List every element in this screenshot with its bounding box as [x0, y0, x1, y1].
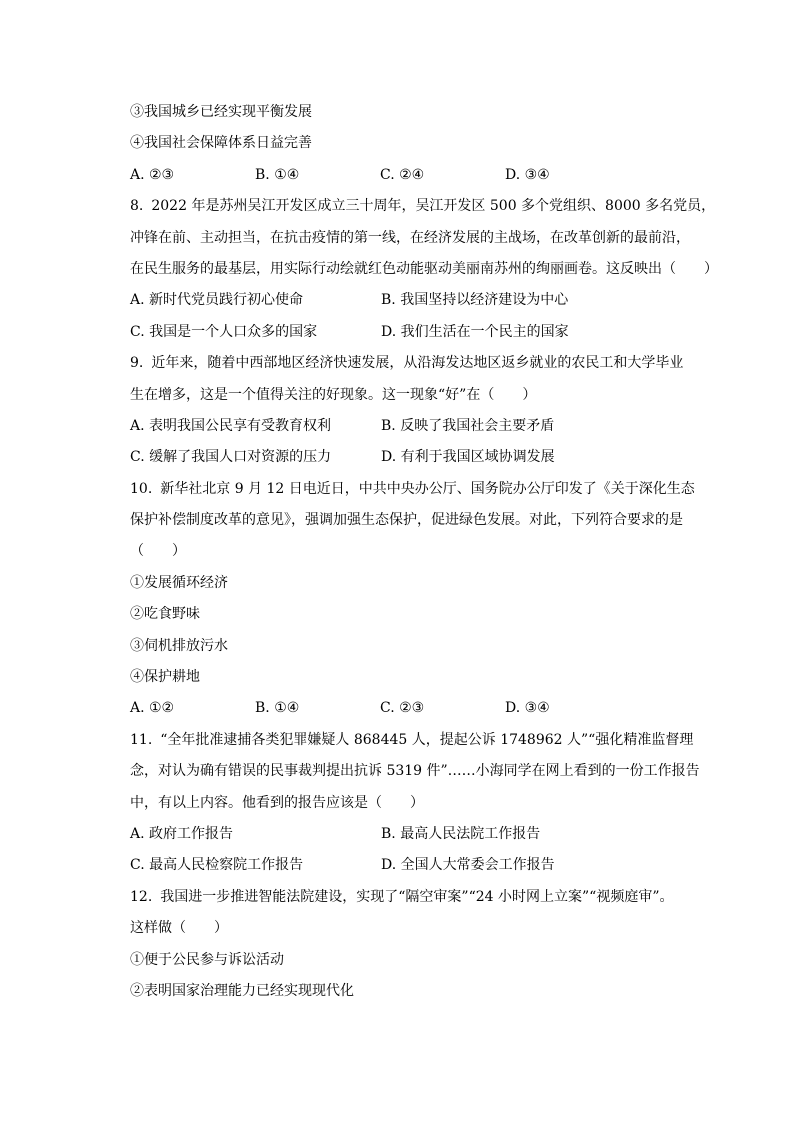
q10-option-b: B. ①④	[255, 700, 300, 717]
q11-stem-line-1	[130, 725, 710, 756]
q10-stem-line-1	[130, 474, 710, 505]
q8-option-b: B. 我国坚持以经济建设为中心	[381, 292, 569, 309]
q8-stem-line-1	[130, 191, 716, 222]
q9-options-row-2	[130, 442, 710, 473]
q7-statement-3: ③我国城乡已经实现平衡发展	[130, 104, 312, 120]
q11-option-d: D. 全国人大常委会工作报告	[381, 857, 555, 874]
q8-option-d: D. 我们生活在一个民主的国家	[381, 323, 569, 340]
q11-stem-text-1: “全年批准逮捕各类犯罪嫌疑人 868445 人，提起公诉 1748962 人”“强化精准监督理	[160, 731, 694, 748]
q8-stem-text-1: 2022 年是苏州吴江开发区成立三十周年，吴江开发区 500 多个党组织、8000 多名党员，	[151, 198, 716, 215]
q10-stem-line-2: 保护补偿制度改革的意见》，强调加强生态保护，促进绿色发展。对此，下列符合要求的是	[130, 512, 683, 529]
q12-statement-1: ①便于公民参与诉讼活动	[130, 951, 284, 968]
q10-number: 10.	[130, 480, 153, 497]
q7-options	[130, 160, 710, 191]
q9-options-row-1	[130, 411, 710, 442]
q11-stem-line-3: 中，有以上内容。他看到的报告应该是（ ）	[130, 794, 424, 811]
q10-option-c: C. ②③	[380, 700, 425, 717]
q8-number: 8.	[130, 198, 144, 215]
q8-stem-line-2: 冲锋在前、主动担当，在抗击疫情的第一线，在经济发展的主战场，在改革创新的最前沿，	[130, 229, 690, 246]
exam-page	[130, 97, 718, 1007]
q8-stem-line-3: 在民生服务的最基层，用实际行动绘就红色动能驱动美丽南苏州的绚丽画卷。这反映出（ ）	[130, 260, 718, 277]
q9-number: 9.	[130, 355, 144, 372]
q12-stem-line-2: 这样做（ ）	[130, 920, 228, 937]
q10-option-d: D. ③④	[505, 700, 550, 717]
q9-stem-line-2: 生在增多，这是一个值得关注的好现象。这一现象“好”在（ ）	[130, 386, 537, 403]
q11-options-row-2	[130, 850, 710, 881]
q9-option-d: D. 有利于我国区域协调发展	[381, 449, 555, 466]
q11-option-c: C. 最高人民检察院工作报告	[130, 857, 304, 874]
q7-option-a: A. ②③	[130, 166, 175, 183]
q9-option-b: B. 反映了我国社会主要矛盾	[381, 417, 555, 434]
q8-option-c: C. 我国是一个人口众多的国家	[130, 323, 318, 340]
q11-stem-line-2: 念，对认为确有错误的民事裁判提出抗诉 5319 件”……小海同学在网上看到的一份工作报告	[130, 763, 700, 780]
q10-option-a: A. ①②	[130, 700, 175, 717]
q9-stem-line-1	[130, 348, 710, 379]
q10-stem-line-3: （ ）	[130, 543, 186, 560]
q10-statement-4: ④保护耕地	[130, 669, 200, 686]
q10-statement-1: ①发展循环经济	[130, 574, 228, 591]
q8-option-a: A. 新时代党员践行初心使命	[130, 292, 304, 309]
q10-statement-3: ③伺机排放污水	[130, 637, 228, 654]
q10-options	[130, 693, 710, 724]
q9-stem-text-1: 近年来，随着中西部地区经济快速发展，从沿海发达地区返乡就业的农民工和大学毕业	[151, 355, 684, 372]
q11-number: 11.	[130, 731, 153, 748]
q12-stem-line-1	[130, 882, 710, 913]
q8-options-row-2	[130, 317, 710, 348]
q9-option-a: A. 表明我国公民享有受教育权利	[130, 417, 332, 434]
q10-stem-text-1: 新华社北京 9 月 12 日电近日，中共中央办公厅、国务院办公厅印发了《关于深化生态	[160, 480, 695, 497]
q12-statement-2: ②表明国家治理能力已经实现现代化	[130, 982, 354, 999]
q8-options-row-1	[130, 285, 710, 316]
q7-option-d: D. ③④	[505, 166, 550, 183]
q11-option-a: A. 政府工作报告	[130, 825, 234, 842]
q11-option-b: B. 最高人民法院工作报告	[381, 825, 541, 842]
q7-option-c: C. ②④	[380, 166, 425, 183]
q12-number: 12.	[130, 888, 153, 905]
q9-option-c: C. 缓解了我国人口对资源的压力	[130, 449, 332, 466]
q7-option-b: B. ①④	[255, 166, 300, 183]
q12-stem-text-1: 我国进一步推进智能法院建设，实现了“隔空审案”“24 小时网上立案”“视频庭审”。	[160, 888, 674, 905]
q10-statement-2: ②吃食野味	[130, 606, 200, 623]
q7-statement-4: ④我国社会保障体系日益完善	[130, 135, 312, 152]
q11-options-row-1	[130, 819, 710, 850]
